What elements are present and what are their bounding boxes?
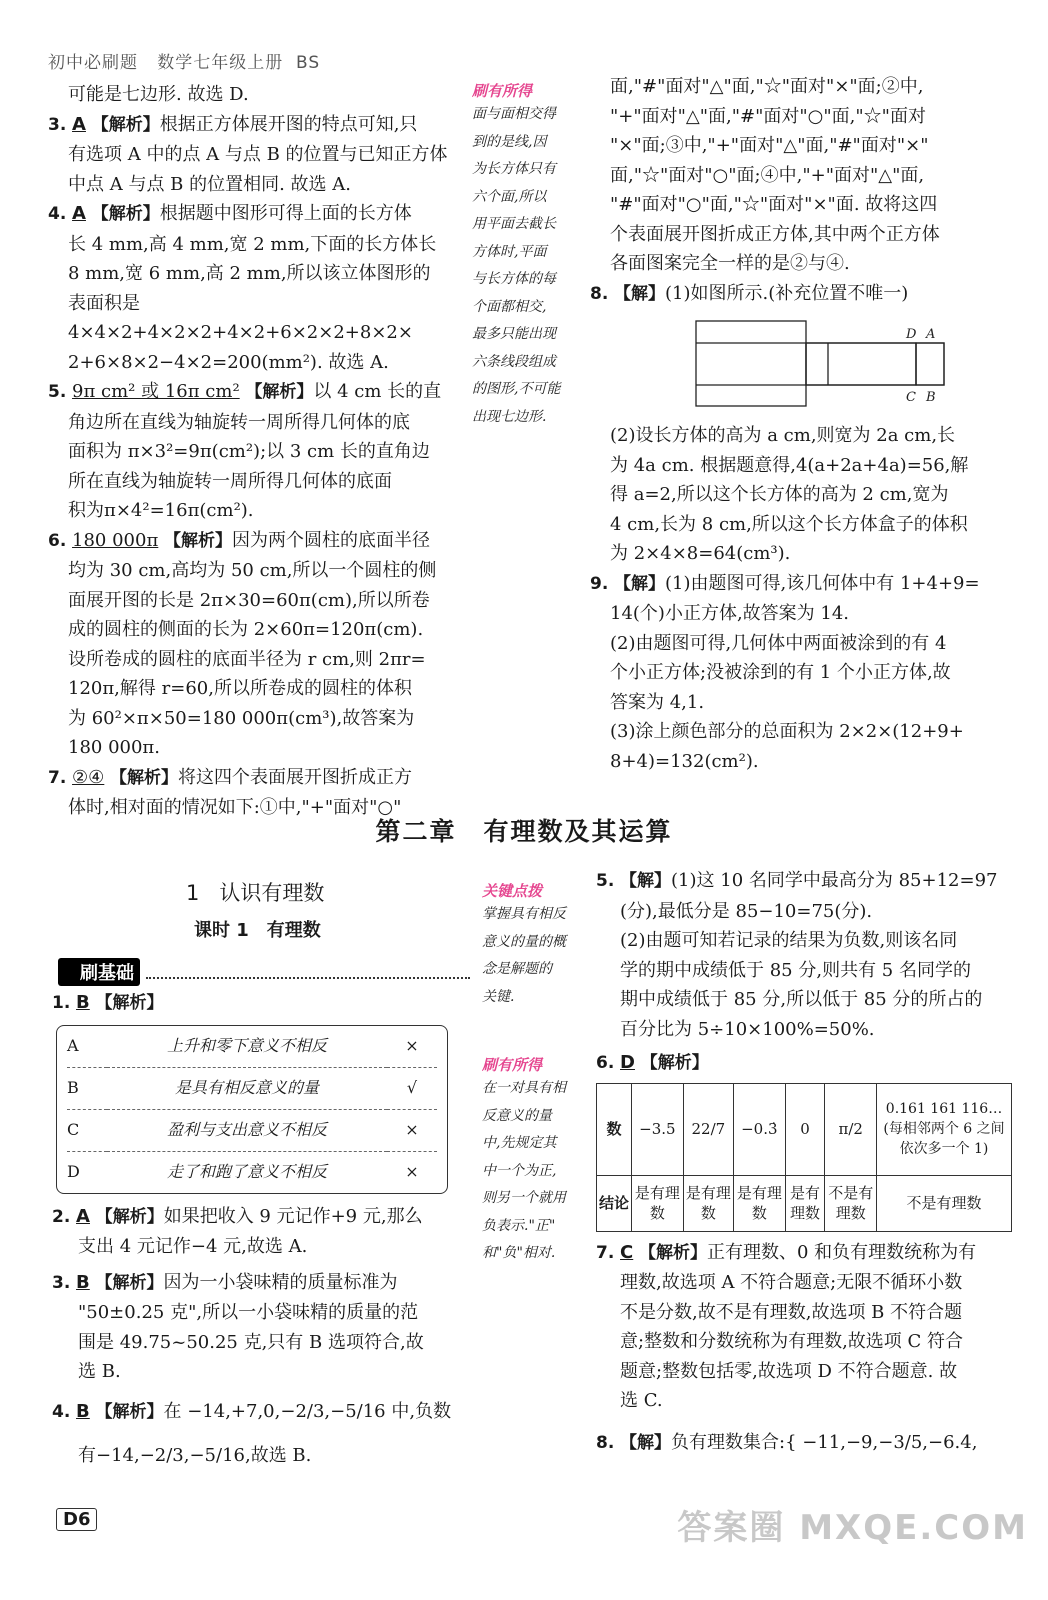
answer-choice: B	[76, 1400, 90, 1422]
text-line: 反意义的量	[482, 1107, 552, 1124]
q-number: 4.	[48, 204, 67, 224]
table-row	[67, 1026, 437, 1068]
net-face	[696, 321, 806, 406]
text-line: 8+4)=132(cm²).	[610, 750, 759, 772]
q-number: 4.	[52, 1401, 71, 1422]
text-line: 为 60²×π×50=180 000π(cm³),故答案为	[68, 707, 415, 729]
text-line: 有选项 A 中的点 A 与点 B 的位置与已知正方体	[68, 144, 448, 165]
solution-tag: 【解】	[620, 871, 672, 891]
answer-q3-ch2	[52, 1268, 468, 1387]
basic-practice-banner	[58, 958, 470, 986]
left-top-column	[48, 80, 468, 823]
table-cell: π/2	[825, 1083, 877, 1175]
text-line: 以 4 cm 长的直	[313, 381, 442, 402]
text-line: 中一个为正,	[482, 1162, 557, 1179]
text-line: 理数,故选项 A 不符合题意;无限不循环小数	[620, 1272, 963, 1293]
text-line: 设所卷成的圆柱的底面半径为 r cm,则 2πr=	[68, 648, 426, 670]
table-cell: −3.5	[632, 1083, 684, 1175]
analysis-tag: 【解析】	[110, 767, 179, 788]
text-line: 正有理数、0 和负有理数统称为有	[706, 1241, 977, 1263]
side-note-takeaway	[472, 80, 584, 431]
text-line: 在一对具有相	[482, 1080, 566, 1096]
text-line: 不是分数,故不是有理数,故选项 B 不符合题	[620, 1301, 963, 1323]
analysis-tag: 【解析】	[245, 382, 314, 402]
text-line: 中点 A 与点 B 的位置相同. 故选 A.	[68, 173, 351, 195]
option-comment: 走了和跑了意义不相反	[166, 1162, 327, 1182]
text-line: 意义的量的概	[482, 933, 566, 950]
text-line: 根据正方体展开图的特点可知,只	[159, 113, 418, 135]
check-icon: √	[406, 1078, 418, 1098]
cross-icon: ×	[405, 1036, 419, 1056]
text-line: 8 mm,宽 6 mm,高 2 mm,所以该立体图形的	[68, 263, 431, 284]
text-line: 面展开图的长是 2π×30=60π(cm),所以所卷	[68, 589, 430, 611]
point-label-c: C	[906, 390, 916, 405]
text-line: 如果把收入 9 元记作+9 元,那么	[163, 1205, 423, 1227]
q-number: 8.	[596, 1432, 615, 1453]
q-number: 3.	[48, 114, 67, 135]
text-line: 14(个)小正方体,故答案为 14.	[610, 603, 850, 624]
text-line: 方体时,平面	[472, 243, 547, 260]
table-cell: 0.161 161 116…(每相邻两个 6 之间依次多一个 1)	[877, 1083, 1012, 1175]
box-net-figure	[690, 315, 950, 415]
text-line: "×"面;③中,"+"面对"△"面,"#"面对"×"	[610, 135, 929, 156]
solution-tag: 【解】	[620, 1432, 672, 1453]
q-number: 3.	[52, 1272, 71, 1293]
page-header	[48, 48, 320, 73]
side-note-body	[482, 901, 586, 1011]
basic-practice-badge: 刷基础	[58, 958, 140, 986]
text-line: 体时,相对面的情况如下:①中,"+"面对"○"	[68, 797, 402, 818]
table-cell: 是有理数	[785, 1175, 825, 1231]
side-note-body	[472, 101, 584, 431]
text-line: (3)涂上颜色部分的总面积为 2×2×(12+9+	[610, 721, 964, 742]
answer-q8-ch2	[596, 1428, 1020, 1459]
answer-q5	[48, 377, 468, 526]
text-line: 积为π×4²=16π(cm²).	[68, 500, 254, 521]
answer-choice: A	[72, 203, 86, 224]
text-line: 个表面展开图折成正方体,其中两个正方体	[610, 223, 940, 245]
book-title: 初中必刷题	[48, 53, 138, 73]
text-line: "+"面对"△"面,"#"面对"○"面,"☆"面对	[610, 105, 926, 127]
text-line: 均为 30 cm,高均为 50 cm,所以一个圆柱的侧	[68, 560, 437, 581]
table-cell: 是有理数	[683, 1175, 733, 1231]
analysis-tag: 【解析】	[91, 204, 160, 224]
text-line: 120π,解得 r=60,所以所卷成的圆柱的体积	[68, 678, 412, 699]
text-line: 面,"#"面对"△"面,"☆"面对"×"面;②中,	[610, 76, 924, 97]
text-line: 答案为 4,1.	[610, 691, 705, 713]
net-outline	[806, 343, 944, 385]
side-note-title: 关键点拨	[482, 882, 543, 900]
text-line: (2)设长方体的高为 a cm,则宽为 2a cm,长	[610, 425, 956, 446]
answer-choice: B	[76, 992, 90, 1013]
net-face	[806, 343, 916, 385]
side-note-title: 刷有所得	[482, 1056, 543, 1074]
text-line: 成的圆柱的侧面的长为 2×60π=120π(cm).	[68, 619, 424, 640]
option-table	[67, 1026, 437, 1193]
text-line: 念是解题的	[482, 961, 552, 977]
analysis-tag: 【解析】	[95, 1272, 164, 1293]
text-line: 为长方体只有	[472, 161, 556, 177]
text-line: 与长方体的每	[472, 271, 556, 287]
text-line: "50±0.25 克",所以一小袋味精的质量的范	[78, 1302, 419, 1323]
answer-choice: A	[76, 1205, 90, 1227]
side-note-body	[482, 1075, 586, 1268]
table-cell: 是有理数	[733, 1175, 785, 1231]
text-line: 面,"☆"面对"○"面;④中,"+"面对"△"面,	[610, 164, 925, 186]
q2-tail: 可能是七边形. 故选 D.	[68, 84, 249, 105]
option-letter: C	[67, 1120, 80, 1140]
q-number: 6.	[48, 530, 67, 551]
text-line: 支出 4 元记作−4 元,故选 A.	[78, 1236, 308, 1257]
row-header: 结论	[597, 1175, 632, 1231]
text-line: 的图形,不可能	[472, 381, 561, 397]
section-name: 认识有理数	[219, 881, 325, 905]
text-line: 六条线段组成	[472, 353, 556, 370]
text-line: 期中成绩低于 85 分,所以低于 85 分的所占的	[620, 989, 983, 1010]
text-line: 关键.	[482, 988, 515, 1005]
chapter-title: 第二章 有理数及其运算	[375, 817, 673, 846]
text-line: 角边所在直线为轴旋转一周所得几何体的底	[68, 411, 410, 433]
text-line: (2)由题图可得,几何体中两面被涂到的有 4	[610, 632, 947, 654]
text-line: 在 −14,+7,0,−2/3,−5/16 中,负数	[163, 1400, 452, 1422]
point-label-a: A	[926, 327, 936, 342]
text-line: (2)由题可知若记录的结果为负数,则该名同	[620, 930, 958, 951]
side-note-title: 刷有所得	[472, 82, 533, 100]
text-line: 负表示."正"	[482, 1217, 556, 1234]
option-letter: B	[67, 1078, 79, 1098]
option-letter: D	[67, 1162, 80, 1182]
text-line: 选 C.	[620, 1390, 663, 1411]
watermark-logo: 答案圈 MXQE.COM	[677, 1508, 1028, 1548]
text-line: 所在直线为轴旋转一周所得几何体的底面	[68, 470, 392, 492]
solution-tag: 【解】	[614, 283, 666, 304]
answer-q5-ch2	[596, 866, 1020, 1044]
answer-fill: 180 000π	[72, 529, 159, 551]
analysis-tag: 【解析】	[640, 1053, 709, 1073]
text-line: 题意;整数包括零,故选项 D 不符合题意. 故	[620, 1360, 958, 1382]
table-cell: 22/7	[683, 1083, 733, 1175]
table-row	[597, 1083, 1012, 1175]
text-line: 学的期中成绩低于 85 分,则共有 5 名同学的	[620, 959, 971, 981]
table-row	[67, 1109, 437, 1151]
text-line: 各面图案完全一样的是②与④.	[610, 253, 850, 274]
text-line: 个面都相交,	[472, 298, 547, 315]
q-number: 5.	[48, 382, 67, 402]
side-note-key-point	[482, 880, 586, 1011]
answer-q1	[52, 988, 468, 1019]
text-line: 180 000π.	[68, 737, 160, 758]
text-line: "#"面对"○"面,"☆"面对"×"面. 故将这四	[610, 194, 938, 215]
text-line: 最多只能出现	[472, 326, 556, 342]
text-line: 和"负"相对.	[482, 1245, 556, 1261]
answer-q3	[48, 110, 468, 200]
answer-q6	[48, 526, 468, 763]
text-line: 出现七边形.	[472, 408, 547, 425]
answer-choice: B	[76, 1271, 90, 1293]
text-line: 选 B.	[78, 1361, 121, 1382]
text-line: 2+6×8×2−4×2=200(mm²). 故选 A.	[68, 351, 389, 373]
table-cell: 不是有理数	[825, 1175, 877, 1231]
text-line: 围是 49.75~50.25 克,只有 B 选项符合,故	[78, 1331, 424, 1353]
text-line: 为 4a cm. 根据题意得,4(a+2a+4a)=56,解	[610, 454, 969, 476]
text-line: 长 4 mm,高 4 mm,宽 2 mm,下面的长方体长	[68, 233, 437, 255]
option-letter: A	[67, 1036, 79, 1056]
text-line: 负有理数集合:{ −11,−9,−3/5,−6.4,	[671, 1431, 978, 1453]
cross-icon: ×	[405, 1120, 419, 1140]
answer-q4-ch2	[52, 1397, 468, 1471]
right-top-column	[590, 72, 1020, 776]
subject-title: 数学七年级上册	[157, 53, 284, 73]
analysis-tag: 【解析】	[638, 1242, 707, 1263]
text-line: 掌握具有相反	[482, 906, 566, 922]
analysis-tag: 【解析】	[91, 114, 160, 135]
text-line: 根据题中图形可得上面的长方体	[159, 203, 412, 224]
answer-q8	[590, 279, 1020, 310]
analysis-tag: 【解析】	[95, 1206, 164, 1227]
point-label-b: B	[926, 390, 936, 405]
text-line: 个小正方体;没被涂到的有 1 个小正方体,故	[610, 662, 951, 683]
answer-choice: D	[620, 1052, 635, 1073]
table-row	[67, 1151, 437, 1193]
text-line: (1)这 10 名同学中最高分为 85+12=97	[671, 870, 998, 891]
point-label-d: D	[906, 327, 917, 342]
q-number: 5.	[596, 871, 615, 891]
net-face	[916, 343, 944, 385]
text-line: 百分比为 5÷10×100%=50%.	[620, 1018, 875, 1040]
q-number: 6.	[596, 1053, 615, 1073]
analysis-tag: 【解析】	[95, 993, 164, 1013]
option-comment: 盈利与支出意义不相反	[166, 1120, 327, 1140]
analysis-tag: 【解析】	[95, 1401, 164, 1422]
text-line: 因为一小袋味精的质量标准为	[163, 1271, 398, 1293]
text-line: 4 cm,长为 8 cm,所以这个长方体盒子的体积	[610, 513, 968, 535]
cross-icon: ×	[405, 1162, 419, 1182]
q-number: 1.	[52, 993, 71, 1013]
analysis-tag: 【解析】	[164, 530, 233, 551]
text-line: 将这四个表面展开图折成正方	[178, 766, 413, 788]
answer-fill: 9π cm² 或 16π cm²	[72, 381, 240, 402]
q-number: 7.	[48, 767, 67, 788]
text-line: 因为两个圆柱的底面半径	[232, 529, 431, 551]
text-line: 有−14,−2/3,−5/16,故选 B.	[78, 1445, 312, 1466]
page-number: D6	[56, 1508, 97, 1531]
option-analysis-table	[56, 1025, 448, 1194]
answer-q9	[590, 569, 1020, 600]
text-line: 为 2×4×8=64(cm³).	[610, 543, 791, 564]
text-line: 面与面相交得	[472, 106, 556, 122]
option-comment: 是具有相反意义的量	[174, 1078, 319, 1098]
text-line: 中,先规定其	[482, 1135, 557, 1151]
text-line: 用平面去截长	[472, 216, 556, 232]
section-title	[186, 877, 324, 907]
answer-choice: C	[620, 1241, 634, 1263]
q-number: 7.	[596, 1242, 615, 1263]
text-line: 六个面,所以	[472, 188, 547, 205]
q-number: 8.	[590, 283, 609, 304]
answer-q2	[52, 1202, 468, 1262]
lesson-title: 课时 1 有理数	[194, 920, 321, 941]
table-row	[597, 1175, 1012, 1231]
text-line: 面积为 π×3²=9π(cm²);以 3 cm 长的直角边	[68, 441, 430, 462]
solution-tag: 【解】	[614, 573, 666, 594]
text-line: 表面积是 4×4×2+4×2×2+4×2+6×2×2+8×2×	[68, 292, 413, 343]
left-bottom-column	[52, 988, 468, 1471]
table-cell: 0	[785, 1083, 825, 1175]
q-number: 2.	[52, 1206, 71, 1227]
answer-fill: ②④	[72, 766, 105, 788]
text-line: 到的是线,因	[472, 133, 547, 150]
dotted-divider	[146, 965, 470, 979]
text-line: (分),最低分是 85−10=75(分).	[620, 900, 873, 922]
text-line: 意;整数和分数统称为有理数,故选项 C 符合	[620, 1331, 964, 1352]
text-line: (1)如图所示.(补充位置不唯一)	[665, 282, 909, 304]
table-cell: 不是有理数	[877, 1175, 1012, 1231]
q-number: 9.	[590, 573, 609, 594]
table-row	[67, 1067, 437, 1109]
right-bottom-column	[596, 866, 1020, 1458]
side-note-takeaway-2	[482, 1054, 586, 1268]
table-cell: 是有理数	[632, 1175, 684, 1231]
answer-q7-ch2	[596, 1238, 1020, 1416]
answer-q6-ch2	[596, 1048, 1020, 1079]
text-line: 则另一个就用	[482, 1190, 566, 1206]
answer-q4	[48, 199, 468, 377]
section-number: 1	[186, 881, 200, 905]
row-header: 数	[597, 1083, 632, 1175]
text-line: 得 a=2,所以这个长方体的高为 2 cm,宽为	[610, 484, 949, 505]
option-comment: 上升和零下意义不相反	[166, 1036, 327, 1056]
table-cell: −0.3̇	[733, 1083, 785, 1175]
rational-classification-table	[596, 1083, 1012, 1232]
edition-label: BS	[296, 53, 321, 73]
answer-choice: A	[72, 113, 86, 135]
text-line: (1)由题图可得,该几何体中有 1+4+9=	[665, 572, 980, 594]
